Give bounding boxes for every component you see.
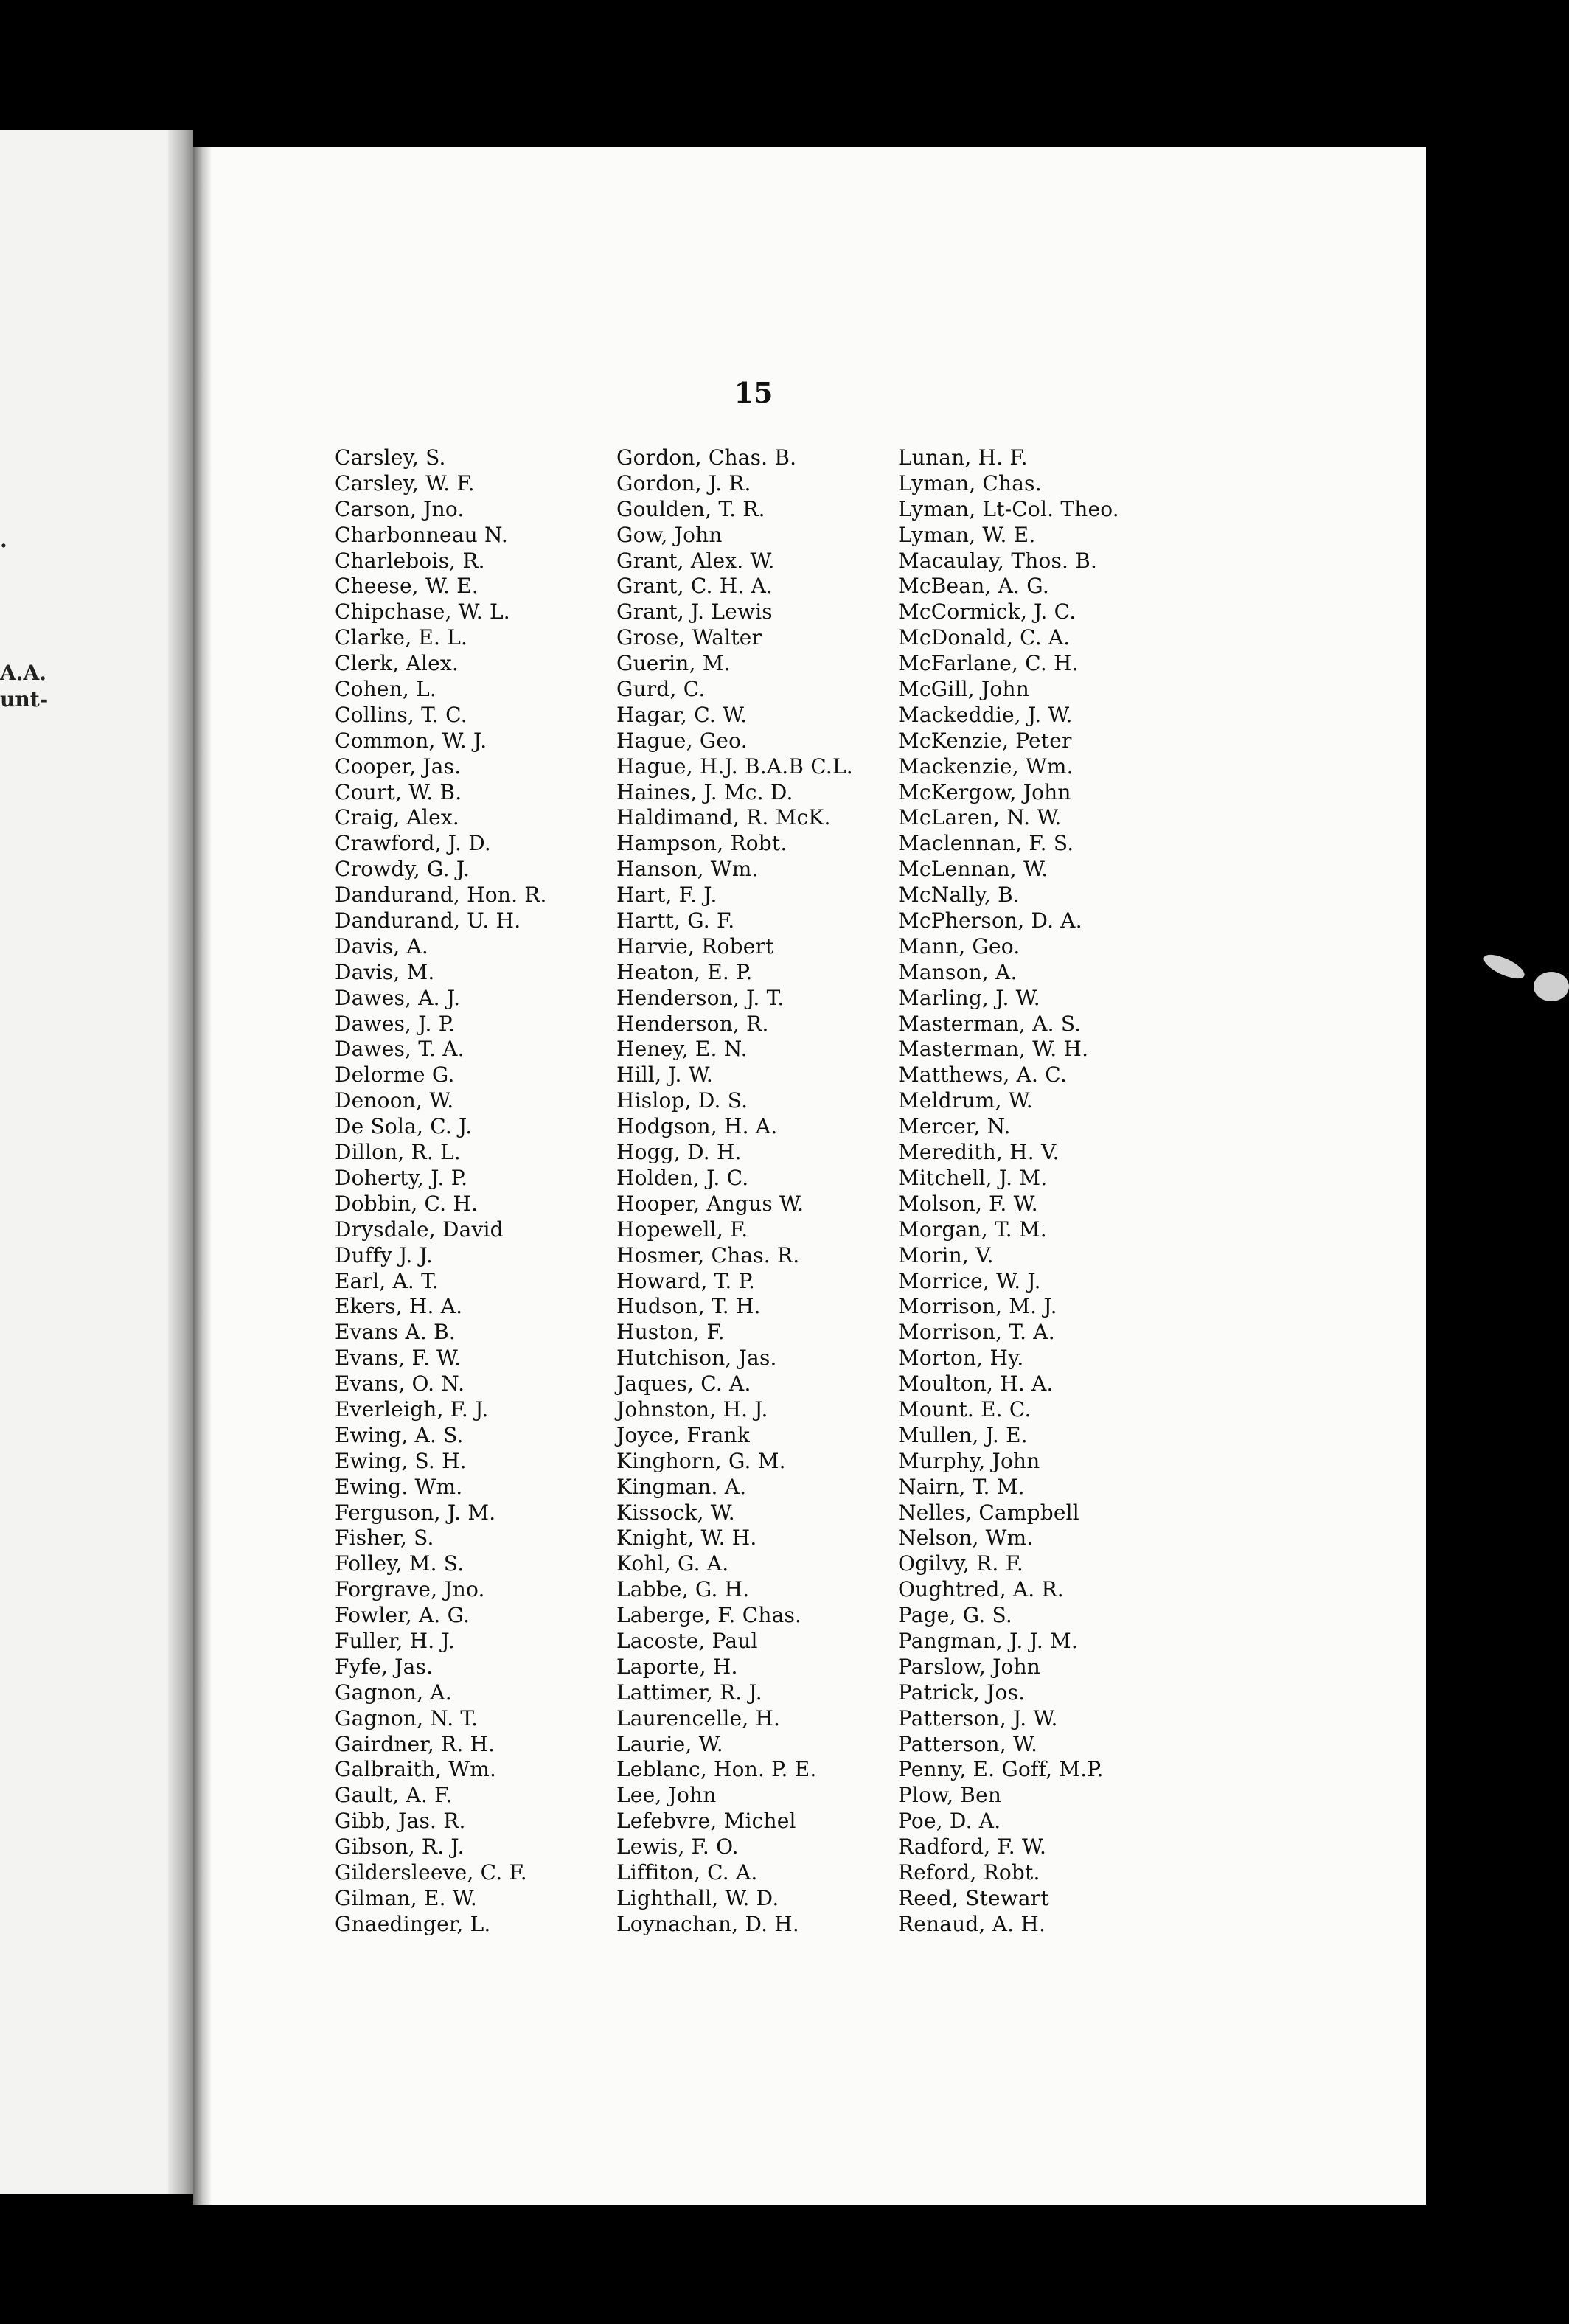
list-item: Gnaedinger, L.	[335, 1911, 491, 1936]
list-item: Harvie, Robert	[616, 933, 774, 959]
list-item: Loynachan, D. H.	[616, 1911, 800, 1936]
list-item: Lee, John	[616, 1783, 717, 1808]
list-item: Cheese, W. E.	[335, 574, 479, 599]
list-item: Kingman. A.	[616, 1474, 747, 1499]
list-item: Patterson, W.	[898, 1731, 1038, 1756]
list-item: Lighthall, W. D.	[616, 1885, 779, 1910]
list-item: Gibb, Jas. R.	[335, 1809, 466, 1834]
left-page-fragment: .	[0, 528, 7, 552]
list-item: Maclennan, F. S.	[898, 831, 1074, 856]
list-item: Henderson, J. T.	[616, 985, 784, 1010]
list-item: Hart, F. J.	[616, 883, 717, 908]
list-item: Everleigh, F. J.	[335, 1396, 489, 1422]
list-item: Kinghorn, G. M.	[616, 1448, 786, 1473]
name-column-3	[898, 445, 1119, 1938]
list-item: Knight, W. H.	[616, 1525, 757, 1551]
list-item: Oughtred, A. R.	[898, 1577, 1064, 1602]
list-item: McDonald, C. A.	[898, 625, 1071, 650]
list-item: Huston, F.	[616, 1320, 725, 1345]
list-item: Cohen, L.	[335, 677, 437, 702]
list-item: Forgrave, Jno.	[335, 1577, 485, 1602]
list-item: Patterson, J. W.	[898, 1705, 1058, 1730]
list-item: Dandurand, U. H.	[335, 908, 521, 933]
list-item: Nelles, Campbell	[898, 1500, 1079, 1525]
list-item: Fowler, A. G.	[335, 1603, 470, 1628]
list-item: Mount. E. C.	[898, 1396, 1031, 1422]
list-item: Morgan, T. M.	[898, 1217, 1047, 1242]
list-item: Matthews, A. C.	[898, 1062, 1067, 1088]
list-item: Plow, Ben	[898, 1783, 1002, 1808]
list-item: Grant, J. Lewis	[616, 599, 773, 625]
list-item: Parslow, John	[898, 1654, 1041, 1679]
list-item: Labbe, G. H.	[616, 1577, 750, 1602]
list-item: McGill, John	[898, 677, 1029, 702]
list-item: Gordon, J. R.	[616, 470, 751, 495]
list-item: Common, W. J.	[335, 728, 487, 753]
list-item: Gault, A. F.	[335, 1783, 453, 1808]
list-item: Radford, F. W.	[898, 1834, 1047, 1859]
list-item: McFarlane, C. H.	[898, 651, 1079, 676]
list-item: Johnston, H. J.	[616, 1396, 768, 1422]
list-item: Goulden, T. R.	[616, 496, 765, 521]
name-column-2	[616, 445, 853, 1938]
list-item: Hill, J. W.	[616, 1062, 713, 1088]
list-item: Chipchase, W. L.	[335, 599, 510, 625]
list-item: Mullen, J. E.	[898, 1422, 1028, 1447]
list-item: McLaren, N. W.	[898, 805, 1062, 830]
list-item: Gagnon, N. T.	[335, 1705, 479, 1730]
scan-speck	[1534, 972, 1569, 1001]
list-item: De Sola, C. J.	[335, 1114, 473, 1139]
list-item: Laurencelle, H.	[616, 1705, 781, 1730]
list-item: Kohl, G. A.	[616, 1551, 729, 1576]
list-item: Craig, Alex.	[335, 805, 460, 830]
list-item: Charlebois, R.	[335, 548, 485, 573]
list-item: Morrison, M. J.	[898, 1294, 1057, 1319]
list-item: Duffy J. J.	[335, 1242, 433, 1267]
list-item: Penny, E. Goff, M.P.	[898, 1757, 1104, 1782]
left-page-fragment: unt-	[0, 687, 49, 712]
left-page-fragment: A.A.	[0, 661, 46, 685]
list-item: Dawes, A. J.	[335, 985, 461, 1010]
list-item: Reford, Robt.	[898, 1859, 1040, 1885]
list-item: Hague, Geo.	[616, 728, 748, 753]
list-item: Fuller, H. J.	[335, 1628, 455, 1653]
document-page	[193, 147, 1426, 2205]
list-item: Meldrum, W.	[898, 1088, 1033, 1113]
list-item: Kissock, W.	[616, 1500, 735, 1525]
list-item: Denoon, W.	[335, 1088, 454, 1113]
list-item: Gilman, E. W.	[335, 1885, 477, 1910]
list-item: McLennan, W.	[898, 857, 1048, 882]
scan-speck	[1481, 950, 1528, 983]
list-item: Dillon, R. L.	[335, 1140, 461, 1165]
list-item: Hislop, D. S.	[616, 1088, 748, 1113]
list-item: McCormick, J. C.	[898, 599, 1076, 625]
list-item: Page, G. S.	[898, 1603, 1013, 1628]
list-item: Crawford, J. D.	[335, 831, 492, 856]
list-item: Gurd, C.	[616, 677, 706, 702]
name-column-1	[335, 445, 547, 1938]
list-item: Pangman, J. J. M.	[898, 1628, 1078, 1653]
list-item: Earl, A. T.	[335, 1268, 439, 1293]
list-item: Laurie, W.	[616, 1731, 723, 1756]
list-item: Marling, J. W.	[898, 985, 1040, 1010]
list-item: Grant, Alex. W.	[616, 548, 775, 573]
list-item: Grant, C. H. A.	[616, 574, 773, 599]
list-item: Court, W. B.	[335, 779, 462, 804]
list-item: Lunan, H. F.	[898, 445, 1028, 470]
list-item: Henderson, R.	[616, 1011, 769, 1036]
list-item: Gildersleeve, C. F.	[335, 1859, 527, 1885]
list-item: Ewing. Wm.	[335, 1474, 463, 1499]
list-item: Meredith, H. V.	[898, 1140, 1060, 1165]
list-item: Poe, D. A.	[898, 1809, 1001, 1834]
list-item: Hogg, D. H.	[616, 1140, 742, 1165]
list-item: Ewing, S. H.	[335, 1448, 467, 1473]
list-item: Liffiton, C. A.	[616, 1859, 758, 1885]
list-item: Fyfe, Jas.	[335, 1654, 434, 1679]
list-item: Patrick, Jos.	[898, 1680, 1026, 1705]
list-item: Haldimand, R. McK.	[616, 805, 831, 830]
list-item: Lyman, Lt-Col. Theo.	[898, 496, 1119, 521]
list-item: Haines, J. Mc. D.	[616, 779, 793, 804]
list-item: Mann, Geo.	[898, 933, 1020, 959]
list-item: Hague, H.J. B.A.B C.L.	[616, 754, 853, 779]
list-item: Gordon, Chas. B.	[616, 445, 797, 470]
page-spine-shadow	[193, 147, 211, 2205]
list-item: Ekers, H. A.	[335, 1294, 463, 1319]
list-item: Molson, F. W.	[898, 1191, 1038, 1216]
list-item: Dawes, J. P.	[335, 1011, 456, 1036]
list-item: Holden, J. C.	[616, 1165, 749, 1190]
list-item: Joyce, Frank	[616, 1422, 750, 1447]
list-item: Hudson, T. H.	[616, 1294, 761, 1319]
list-item: Nelson, Wm.	[898, 1525, 1034, 1551]
list-item: Carson, Jno.	[335, 496, 465, 521]
list-item: Lacoste, Paul	[616, 1628, 758, 1653]
list-item: Hartt, G. F.	[616, 908, 735, 933]
list-item: Gow, John	[616, 522, 723, 547]
list-item: Mackeddie, J. W.	[898, 702, 1073, 727]
list-item: Lattimer, R. J.	[616, 1680, 762, 1705]
list-item: McKergow, John	[898, 779, 1071, 804]
list-item: Hutchison, Jas.	[616, 1346, 777, 1371]
list-item: Crowdy, G. J.	[335, 857, 470, 882]
list-item: Clerk, Alex.	[335, 651, 459, 676]
list-item: Mitchell, J. M.	[898, 1165, 1048, 1190]
list-item: Macaulay, Thos. B.	[898, 548, 1098, 573]
list-item: Lyman, W. E.	[898, 522, 1036, 547]
list-item: Ogilvy, R. F.	[898, 1551, 1023, 1576]
list-item: Davis, A.	[335, 933, 429, 959]
list-item: Fisher, S.	[335, 1525, 434, 1551]
list-item: Hosmer, Chas. R.	[616, 1242, 800, 1267]
list-item: Lewis, F. O.	[616, 1834, 739, 1859]
list-item: Mackenzie, Wm.	[898, 754, 1074, 779]
list-item: Gagnon, A.	[335, 1680, 452, 1705]
list-item: Dobbin, C. H.	[335, 1191, 479, 1216]
list-item: Clarke, E. L.	[335, 625, 468, 650]
list-item: Ewing, A. S.	[335, 1422, 464, 1447]
list-item: Galbraith, Wm.	[335, 1757, 497, 1782]
list-item: Hanson, Wm.	[616, 857, 759, 882]
list-item: Evans, F. W.	[335, 1346, 462, 1371]
list-item: Murphy, John	[898, 1448, 1040, 1473]
list-item: McKenzie, Peter	[898, 728, 1072, 753]
list-item: Ferguson, J. M.	[335, 1500, 496, 1525]
list-item: Evans, O. N.	[335, 1371, 465, 1396]
list-item: Dawes, T. A.	[335, 1037, 465, 1062]
list-item: McBean, A. G.	[898, 574, 1049, 599]
list-item: Heney, E. N.	[616, 1037, 748, 1062]
list-item: Mercer, N.	[898, 1114, 1011, 1139]
list-item: Gibson, R. J.	[335, 1834, 465, 1859]
list-item: Doherty, J. P.	[335, 1165, 468, 1190]
list-item: Guerin, M.	[616, 651, 731, 676]
name-list	[335, 445, 1352, 2097]
list-item: McPherson, D. A.	[898, 908, 1082, 933]
list-item: Hagar, C. W.	[616, 702, 748, 727]
list-item: Laporte, H.	[616, 1654, 738, 1679]
list-item: Morrice, W. J.	[898, 1268, 1041, 1293]
list-item: Lyman, Chas.	[898, 470, 1042, 495]
list-item: Davis, M.	[335, 959, 435, 984]
list-item: Moulton, H. A.	[898, 1371, 1054, 1396]
list-item: Reed, Stewart	[898, 1885, 1049, 1910]
list-item: Hampson, Robt.	[616, 831, 787, 856]
list-item: Grose, Walter	[616, 625, 762, 650]
list-item: Folley, M. S.	[335, 1551, 465, 1576]
list-item: Hopewell, F.	[616, 1217, 748, 1242]
list-item: Masterman, W. H.	[898, 1037, 1089, 1062]
list-item: Leblanc, Hon. P. E.	[616, 1757, 817, 1782]
list-item: Jaques, C. A.	[616, 1371, 751, 1396]
previous-page-strip	[0, 130, 193, 2194]
list-item: Carsley, S.	[335, 445, 446, 470]
list-item: Evans A. B.	[335, 1320, 456, 1345]
page-number: 15	[734, 376, 773, 409]
list-item: Delorme G.	[335, 1062, 455, 1088]
list-item: Dandurand, Hon. R.	[335, 883, 547, 908]
list-item: Hodgson, H. A.	[616, 1114, 778, 1139]
list-item: Renaud, A. H.	[898, 1911, 1046, 1936]
list-item: Drysdale, David	[335, 1217, 504, 1242]
list-item: Gairdner, R. H.	[335, 1731, 495, 1756]
gutter-shadow	[168, 130, 193, 2194]
list-item: Charbonneau N.	[335, 522, 508, 547]
list-item: McNally, B.	[898, 883, 1020, 908]
list-item: Hooper, Angus W.	[616, 1191, 804, 1216]
list-item: Morrison, T. A.	[898, 1320, 1055, 1345]
list-item: Manson, A.	[898, 959, 1017, 984]
list-item: Lefebvre, Michel	[616, 1809, 796, 1834]
list-item: Morton, Hy.	[898, 1346, 1024, 1371]
list-item: Howard, T. P.	[616, 1268, 756, 1293]
list-item: Cooper, Jas.	[335, 754, 462, 779]
list-item: Collins, T. C.	[335, 702, 467, 727]
list-item: Morin, V.	[898, 1242, 994, 1267]
list-item: Nairn, T. M.	[898, 1474, 1025, 1499]
list-item: Carsley, W. F.	[335, 470, 475, 495]
list-item: Laberge, F. Chas.	[616, 1603, 802, 1628]
list-item: Masterman, A. S.	[898, 1011, 1082, 1036]
list-item: Heaton, E. P.	[616, 959, 753, 984]
